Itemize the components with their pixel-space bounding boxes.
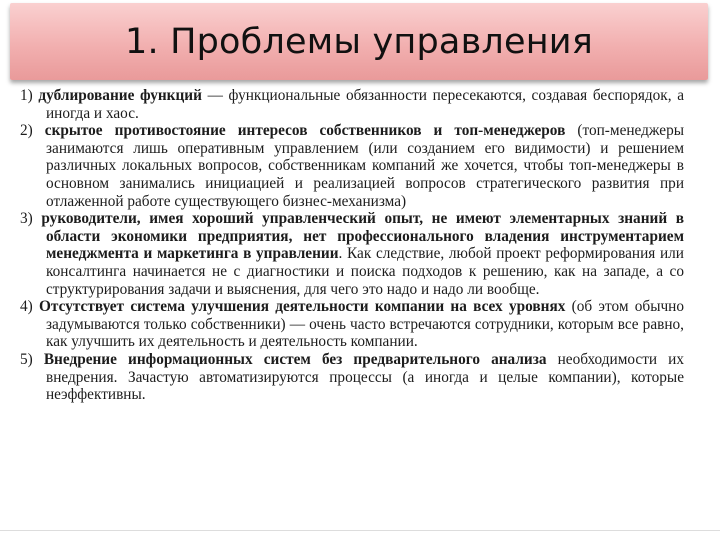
item-text: — функциональные обязанности пересекаются, создавая беспорядок, а иногда и хаос. (46, 87, 685, 122)
item-number: 5) (20, 350, 33, 368)
list-item (20, 210, 684, 298)
slide-title: 1. Проблемы управления (125, 21, 593, 62)
problem-list (20, 87, 684, 404)
divider (0, 530, 720, 531)
item-heading: Внедрение информационных систем без предварительного анализа (43, 350, 547, 368)
list-item (20, 351, 684, 404)
item-number: 3) (20, 210, 33, 228)
item-text: (об этом обычно задумываются только собственники) — очень часто встречаются сотрудники, которым все равно, как улучшить их деятельность и деятельность компании. (46, 298, 684, 351)
list-item (20, 298, 684, 351)
item-number: 2) (20, 122, 33, 140)
list-item (20, 122, 684, 210)
item-text: . Как следствие, любой проект реформирования или консалтинга начинается не с диагностики и поиска подходов к решению, как на западе, а со структурирования задачи и выяснения, для чего это надо и надо ли вообще. (46, 245, 684, 298)
item-number: 4) (20, 298, 33, 316)
item-heading: дублирование функций (38, 87, 202, 104)
item-text: необходимости их внедрения. Зачастую автоматизируются процессы (а иногда и целые компании), которые неэффективны. (46, 350, 685, 404)
item-number: 1) (20, 87, 33, 104)
list-item (20, 87, 684, 122)
item-heading: скрытое противостояние интересов собственников и топ-менеджеров (44, 122, 566, 140)
item-heading: руководители, имея хороший управленческий опыт, не имеют элементарных знаний в области экономики предприятия, нет профессионального владения инструментарием менеджмента и маркетинга в управлении (41, 210, 684, 263)
item-text: (топ-менеджеры занимаются лишь оперативным управлением (или созданием его видимости) и решением различных локальных вопросов, собственникам компаний же хочется, чтобы топ-менеджеры в основном занимались инициацией и реализацией вопросов стратегического развития при отлаженной работе существующего бизнес-механизма) (46, 122, 684, 210)
title-bar (10, 3, 708, 80)
item-heading: Отсутствует система улучшения деятельности компании на всех уровнях (39, 298, 566, 316)
